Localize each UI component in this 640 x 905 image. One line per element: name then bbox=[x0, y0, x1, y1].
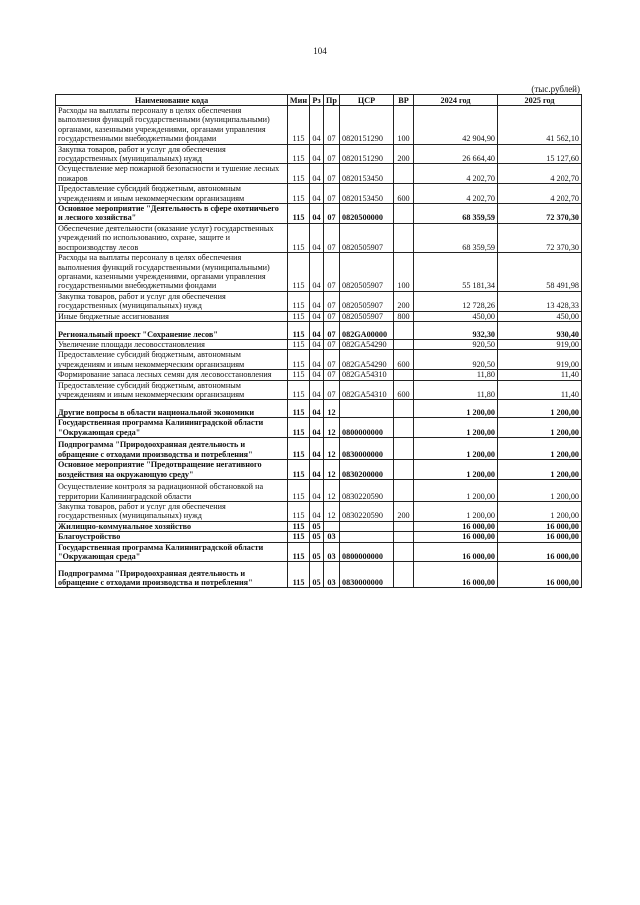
cell-min: 115 bbox=[288, 106, 310, 145]
cell-pr: 03 bbox=[324, 562, 340, 588]
cell-pr: 07 bbox=[324, 223, 340, 252]
cell-rz: 04 bbox=[310, 438, 324, 460]
cell-2025: 4 202,70 bbox=[498, 164, 582, 184]
cell-2024: 16 000,00 bbox=[414, 521, 498, 531]
cell-rz: 04 bbox=[310, 460, 324, 480]
cell-csr bbox=[340, 521, 394, 531]
cell-pr: 07 bbox=[324, 184, 340, 204]
cell-vr bbox=[394, 460, 414, 480]
cell-csr: 0820505907 bbox=[340, 291, 394, 311]
cell-2024: 16 000,00 bbox=[414, 562, 498, 588]
cell-rz: 05 bbox=[310, 532, 324, 542]
cell-name: Осуществление мер пожарной безопасности и тушение лесных пожаров bbox=[56, 164, 288, 184]
cell-pr: 12 bbox=[324, 438, 340, 460]
budget-table bbox=[55, 94, 582, 588]
cell-2024: 1 200,00 bbox=[414, 400, 498, 418]
cell-rz: 04 bbox=[310, 144, 324, 164]
cell-2025: 11,40 bbox=[498, 380, 582, 400]
cell-min: 115 bbox=[288, 291, 310, 311]
cell-vr bbox=[394, 164, 414, 184]
cell-name: Региональный проект "Сохранение лесов" bbox=[56, 321, 288, 339]
cell-vr bbox=[394, 418, 414, 438]
table-row bbox=[56, 502, 582, 522]
table-row bbox=[56, 321, 582, 339]
cell-csr: 0820505907 bbox=[340, 311, 394, 321]
cell-rz: 04 bbox=[310, 350, 324, 370]
cell-min: 115 bbox=[288, 321, 310, 339]
cell-min: 115 bbox=[288, 502, 310, 522]
cell-min: 115 bbox=[288, 144, 310, 164]
cell-pr: 07 bbox=[324, 204, 340, 224]
cell-rz: 05 bbox=[310, 542, 324, 562]
cell-csr: 0820505907 bbox=[340, 253, 394, 292]
cell-2024: 1 200,00 bbox=[414, 502, 498, 522]
cell-vr bbox=[394, 370, 414, 380]
cell-vr: 600 bbox=[394, 184, 414, 204]
cell-pr: 12 bbox=[324, 460, 340, 480]
cell-min: 115 bbox=[288, 562, 310, 588]
cell-vr bbox=[394, 532, 414, 542]
cell-vr: 600 bbox=[394, 350, 414, 370]
cell-name: Расходы на выплаты персоналу в целях обеспечения выполнения функций государственными (муниципальными) органами, казенными учреждениями, органами управления государственными внебюджетными фондами bbox=[56, 106, 288, 145]
cell-2024: 12 728,26 bbox=[414, 291, 498, 311]
cell-vr: 800 bbox=[394, 311, 414, 321]
cell-rz: 04 bbox=[310, 223, 324, 252]
header-name: Наименование кода bbox=[56, 95, 288, 106]
cell-vr bbox=[394, 542, 414, 562]
cell-min: 115 bbox=[288, 339, 310, 349]
table-row bbox=[56, 400, 582, 418]
cell-csr: 082GA00000 bbox=[340, 321, 394, 339]
cell-vr: 100 bbox=[394, 106, 414, 145]
cell-min: 115 bbox=[288, 350, 310, 370]
cell-rz: 04 bbox=[310, 321, 324, 339]
cell-rz: 04 bbox=[310, 480, 324, 502]
cell-2025: 11,40 bbox=[498, 370, 582, 380]
table-header-row bbox=[56, 95, 582, 106]
table-row bbox=[56, 164, 582, 184]
header-2025: 2025 год bbox=[498, 95, 582, 106]
cell-rz: 04 bbox=[310, 204, 324, 224]
cell-pr: 07 bbox=[324, 164, 340, 184]
cell-2025: 15 127,60 bbox=[498, 144, 582, 164]
cell-vr bbox=[394, 562, 414, 588]
cell-2025: 16 000,00 bbox=[498, 521, 582, 531]
cell-2025: 4 202,70 bbox=[498, 184, 582, 204]
cell-name: Формирование запаса лесных семян для лесовосстановления bbox=[56, 370, 288, 380]
cell-rz: 04 bbox=[310, 253, 324, 292]
cell-name: Предоставление субсидий бюджетным, автономным учреждениям и иным некоммерческим организациям bbox=[56, 184, 288, 204]
cell-2024: 16 000,00 bbox=[414, 542, 498, 562]
cell-rz: 04 bbox=[310, 400, 324, 418]
cell-2025: 1 200,00 bbox=[498, 438, 582, 460]
table-row bbox=[56, 339, 582, 349]
cell-name: Основное мероприятие "Предотвращение негативного воздействия на окружающую среду" bbox=[56, 460, 288, 480]
page-number: 104 bbox=[313, 46, 327, 56]
table-row bbox=[56, 460, 582, 480]
cell-pr: 07 bbox=[324, 380, 340, 400]
cell-csr: 0830000000 bbox=[340, 562, 394, 588]
cell-rz: 04 bbox=[310, 164, 324, 184]
cell-csr bbox=[340, 400, 394, 418]
cell-2024: 450,00 bbox=[414, 311, 498, 321]
cell-pr: 07 bbox=[324, 321, 340, 339]
cell-name: Подпрограмма "Природоохранная деятельность и обращение с отходами производства и потребления" bbox=[56, 438, 288, 460]
cell-name: Подпрограмма "Природоохранная деятельность и обращение с отходами производства и потребления" bbox=[56, 562, 288, 588]
header-min: Мин bbox=[288, 95, 310, 106]
table-row bbox=[56, 106, 582, 145]
table-row bbox=[56, 253, 582, 292]
cell-csr: 0820151290 bbox=[340, 106, 394, 145]
table-row bbox=[56, 542, 582, 562]
cell-csr: 082GA54290 bbox=[340, 339, 394, 349]
cell-min: 115 bbox=[288, 532, 310, 542]
cell-2025: 58 491,98 bbox=[498, 253, 582, 292]
cell-min: 115 bbox=[288, 223, 310, 252]
cell-name: Осуществление контроля за радиационной обстановкой на территории Калининградской области bbox=[56, 480, 288, 502]
cell-min: 115 bbox=[288, 184, 310, 204]
cell-min: 115 bbox=[288, 521, 310, 531]
table-row bbox=[56, 223, 582, 252]
cell-pr: 03 bbox=[324, 542, 340, 562]
cell-name: Государственная программа Калининградской области "Окружающая среда" bbox=[56, 418, 288, 438]
cell-vr bbox=[394, 321, 414, 339]
cell-2024: 55 181,34 bbox=[414, 253, 498, 292]
cell-vr: 100 bbox=[394, 253, 414, 292]
cell-rz: 04 bbox=[310, 106, 324, 145]
cell-csr: 0830200000 bbox=[340, 460, 394, 480]
cell-min: 115 bbox=[288, 542, 310, 562]
cell-min: 115 bbox=[288, 380, 310, 400]
cell-csr: 0830220590 bbox=[340, 480, 394, 502]
table-row bbox=[56, 291, 582, 311]
table-row bbox=[56, 380, 582, 400]
cell-pr: 07 bbox=[324, 339, 340, 349]
cell-csr: 082GA54310 bbox=[340, 380, 394, 400]
cell-min: 115 bbox=[288, 311, 310, 321]
cell-2024: 68 359,59 bbox=[414, 223, 498, 252]
cell-2025: 930,40 bbox=[498, 321, 582, 339]
cell-name: Предоставление субсидий бюджетным, автономным учреждениям и иным некоммерческим организациям bbox=[56, 350, 288, 370]
cell-vr: 200 bbox=[394, 291, 414, 311]
cell-vr: 600 bbox=[394, 380, 414, 400]
table-row bbox=[56, 311, 582, 321]
cell-vr bbox=[394, 223, 414, 252]
cell-min: 115 bbox=[288, 438, 310, 460]
cell-2025: 1 200,00 bbox=[498, 400, 582, 418]
cell-2024: 920,50 bbox=[414, 350, 498, 370]
cell-min: 115 bbox=[288, 253, 310, 292]
cell-pr: 07 bbox=[324, 291, 340, 311]
cell-2025: 919,00 bbox=[498, 339, 582, 349]
table-row bbox=[56, 562, 582, 588]
cell-min: 115 bbox=[288, 418, 310, 438]
cell-2024: 1 200,00 bbox=[414, 460, 498, 480]
cell-2025: 16 000,00 bbox=[498, 542, 582, 562]
cell-2025: 1 200,00 bbox=[498, 480, 582, 502]
cell-pr: 12 bbox=[324, 480, 340, 502]
cell-2025: 1 200,00 bbox=[498, 460, 582, 480]
cell-rz: 04 bbox=[310, 380, 324, 400]
table-row bbox=[56, 144, 582, 164]
cell-min: 115 bbox=[288, 164, 310, 184]
header-rz: Рз bbox=[310, 95, 324, 106]
cell-rz: 05 bbox=[310, 562, 324, 588]
cell-rz: 05 bbox=[310, 521, 324, 531]
cell-2025: 41 562,10 bbox=[498, 106, 582, 145]
table-row bbox=[56, 418, 582, 438]
table-row bbox=[56, 184, 582, 204]
cell-2024: 11,80 bbox=[414, 380, 498, 400]
cell-csr: 082GA54310 bbox=[340, 370, 394, 380]
cell-2024: 68 359,59 bbox=[414, 204, 498, 224]
units-label: (тыс.рублей) bbox=[531, 84, 580, 94]
cell-vr bbox=[394, 521, 414, 531]
cell-2024: 26 664,40 bbox=[414, 144, 498, 164]
cell-name: Увеличение площади лесовосстановления bbox=[56, 339, 288, 349]
cell-csr bbox=[340, 532, 394, 542]
cell-csr: 0820153450 bbox=[340, 164, 394, 184]
cell-csr: 0820153450 bbox=[340, 184, 394, 204]
cell-pr: 03 bbox=[324, 532, 340, 542]
cell-csr: 0820505907 bbox=[340, 223, 394, 252]
cell-pr: 07 bbox=[324, 144, 340, 164]
cell-pr: 07 bbox=[324, 311, 340, 321]
cell-pr: 12 bbox=[324, 418, 340, 438]
cell-vr bbox=[394, 400, 414, 418]
cell-rz: 04 bbox=[310, 311, 324, 321]
cell-name: Обеспечение деятельности (оказание услуг) государственных учреждений по использованию, охране, защите и воспроизводству лесов bbox=[56, 223, 288, 252]
cell-2025: 72 370,30 bbox=[498, 204, 582, 224]
cell-2025: 13 428,33 bbox=[498, 291, 582, 311]
header-2024: 2024 год bbox=[414, 95, 498, 106]
cell-rz: 04 bbox=[310, 291, 324, 311]
table-row bbox=[56, 438, 582, 460]
cell-2024: 11,80 bbox=[414, 370, 498, 380]
table-row bbox=[56, 480, 582, 502]
header-vr: ВР bbox=[394, 95, 414, 106]
cell-csr: 0830220590 bbox=[340, 502, 394, 522]
cell-vr bbox=[394, 339, 414, 349]
cell-pr bbox=[324, 521, 340, 531]
cell-name: Государственная программа Калининградской области "Окружающая среда" bbox=[56, 542, 288, 562]
cell-rz: 04 bbox=[310, 184, 324, 204]
header-csr: ЦСР bbox=[340, 95, 394, 106]
cell-vr bbox=[394, 204, 414, 224]
cell-pr: 12 bbox=[324, 400, 340, 418]
cell-rz: 04 bbox=[310, 502, 324, 522]
cell-vr: 200 bbox=[394, 502, 414, 522]
cell-rz: 04 bbox=[310, 339, 324, 349]
cell-name: Благоустройство bbox=[56, 532, 288, 542]
cell-2025: 450,00 bbox=[498, 311, 582, 321]
cell-2024: 1 200,00 bbox=[414, 438, 498, 460]
cell-csr: 0830000000 bbox=[340, 438, 394, 460]
cell-2024: 4 202,70 bbox=[414, 184, 498, 204]
cell-2025: 16 000,00 bbox=[498, 562, 582, 588]
cell-2025: 72 370,30 bbox=[498, 223, 582, 252]
cell-name: Основное мероприятие "Деятельность в сфере охотничьего и лесного хозяйства" bbox=[56, 204, 288, 224]
cell-pr: 07 bbox=[324, 253, 340, 292]
cell-name: Иные бюджетные ассигнования bbox=[56, 311, 288, 321]
cell-name: Расходы на выплаты персоналу в целях обеспечения выполнения функций государственными (муниципальными) органами, казенными учреждениями, органами управления государственными внебюджетными фондами bbox=[56, 253, 288, 292]
cell-2025: 1 200,00 bbox=[498, 502, 582, 522]
cell-min: 115 bbox=[288, 460, 310, 480]
cell-min: 115 bbox=[288, 480, 310, 502]
cell-pr: 07 bbox=[324, 350, 340, 370]
cell-csr: 082GA54290 bbox=[340, 350, 394, 370]
cell-name: Закупка товаров, работ и услуг для обеспечения государственных (муниципальных) нужд bbox=[56, 291, 288, 311]
cell-name: Другие вопросы в области национальной экономики bbox=[56, 400, 288, 418]
table-row bbox=[56, 204, 582, 224]
cell-csr: 0800000000 bbox=[340, 542, 394, 562]
cell-pr: 07 bbox=[324, 106, 340, 145]
cell-2025: 16 000,00 bbox=[498, 532, 582, 542]
cell-name: Закупка товаров, работ и услуг для обеспечения государственных (муниципальных) нужд bbox=[56, 502, 288, 522]
cell-2024: 1 200,00 bbox=[414, 480, 498, 502]
table-row bbox=[56, 370, 582, 380]
cell-vr: 200 bbox=[394, 144, 414, 164]
cell-csr: 0800000000 bbox=[340, 418, 394, 438]
cell-rz: 04 bbox=[310, 370, 324, 380]
cell-2024: 932,30 bbox=[414, 321, 498, 339]
cell-name: Жилищно-коммунальное хозяйство bbox=[56, 521, 288, 531]
cell-min: 115 bbox=[288, 204, 310, 224]
cell-2025: 1 200,00 bbox=[498, 418, 582, 438]
cell-name: Предоставление субсидий бюджетным, автономным учреждениям и иным некоммерческим организациям bbox=[56, 380, 288, 400]
cell-2024: 4 202,70 bbox=[414, 164, 498, 184]
cell-2025: 919,00 bbox=[498, 350, 582, 370]
cell-pr: 07 bbox=[324, 370, 340, 380]
cell-2024: 16 000,00 bbox=[414, 532, 498, 542]
cell-pr: 12 bbox=[324, 502, 340, 522]
cell-rz: 04 bbox=[310, 418, 324, 438]
cell-vr bbox=[394, 438, 414, 460]
cell-csr: 0820500000 bbox=[340, 204, 394, 224]
cell-min: 115 bbox=[288, 370, 310, 380]
cell-csr: 0820151290 bbox=[340, 144, 394, 164]
table-row bbox=[56, 532, 582, 542]
cell-2024: 1 200,00 bbox=[414, 418, 498, 438]
cell-min: 115 bbox=[288, 400, 310, 418]
cell-name: Закупка товаров, работ и услуг для обеспечения государственных (муниципальных) нужд bbox=[56, 144, 288, 164]
cell-vr bbox=[394, 480, 414, 502]
cell-2024: 920,50 bbox=[414, 339, 498, 349]
table-row bbox=[56, 350, 582, 370]
table-body bbox=[56, 106, 582, 588]
table-row bbox=[56, 521, 582, 531]
header-pr: Пр bbox=[324, 95, 340, 106]
cell-2024: 42 904,90 bbox=[414, 106, 498, 145]
